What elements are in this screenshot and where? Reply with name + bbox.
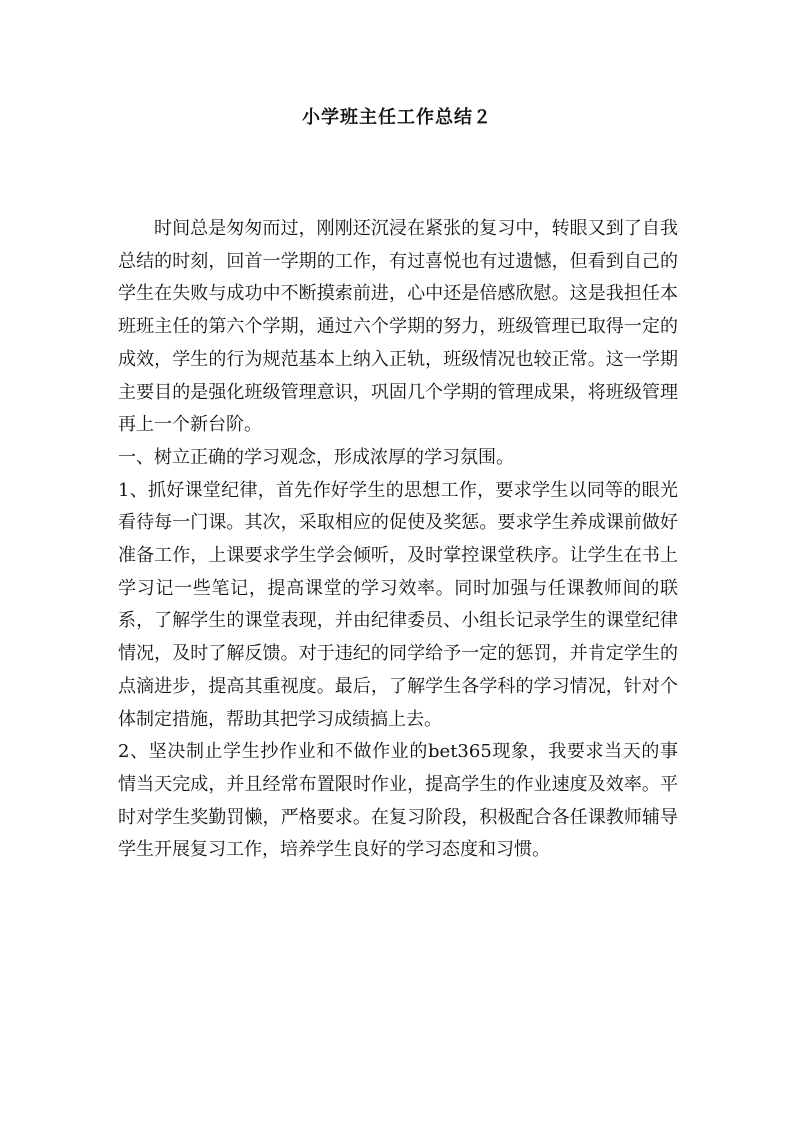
intro-paragraph: 时间总是匆匆而过，刚刚还沉浸在紧张的复习中，转眼又到了自我总结的时刻，回首一学期的工作，有过喜悦也有过遗憾，但看到自己的学生在失败与成功中不断摸索前进，心中还是倍感欣慰。这是我担任本班班主任的第六个学期，通过六个学期的努力，班级管理已取得一定的成效，学生的行为规范基本上纳入正轨，班级情况也较正常。这一学期主要目的是强化班级管理意识，巩固几个学期的管理成果，将班级管理再上一个新台阶。 bbox=[118, 218, 678, 436]
document-body bbox=[118, 213, 678, 867]
list-item-1: 1、抓好课堂纪律，首先作好学生的思想工作，要求学生以同等的眼光看待每一门课。其次，采取相应的促使及奖惩。要求学生养成课前做好准备工作，上课要求学生学会倾听，及时掌控课堂秩序。让学生在书上学习记一些笔记，提高课堂的学习效率。同时加强与任课教师间的联系，了解学生的课堂表现，并由纪律委员、小组长记录学生的课堂纪律情况，及时了解反馈。对于违纪的同学给予一定的惩罚，并肯定学生的点滴进步，提高其重视度。最后，了解学生各学科的学习情况，针对个体制定措施，帮助其把学习成绩搞上去。 bbox=[118, 479, 678, 730]
section-heading-1: 一、树立正确的学习观念，形成浓厚的学习氛围。 bbox=[118, 446, 514, 468]
list-item-2: 2、坚决制止学生抄作业和不做作业的bet365现象，我要求当天的事情当天完成，并且经常布置限时作业，提高学生的作业速度及效率。平时对学生奖勤罚懒，严格要求。在复习阶段，积极配合各任课教师辅导学生开展复习工作，培养学生良好的学习态度和习惯。 bbox=[118, 741, 678, 861]
document-title: 小学班主任工作总结２ bbox=[302, 107, 492, 128]
